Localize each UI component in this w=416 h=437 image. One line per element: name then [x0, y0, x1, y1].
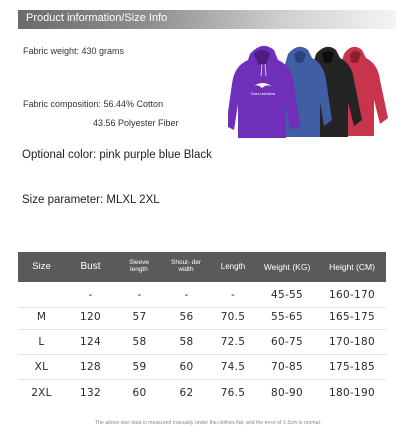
section-title: Product information/Size Info [26, 12, 168, 24]
cell-size: 2XL [31, 386, 52, 399]
cell-size: XL [34, 360, 49, 373]
cell-bust: 132 [80, 386, 101, 399]
section-header [18, 10, 396, 29]
cell-size: L [38, 335, 45, 348]
cell-bust: 124 [80, 335, 101, 348]
cell-weight: 55-65 [270, 310, 303, 323]
cell-weight: 80-90 [270, 386, 303, 399]
cell-bust: 128 [80, 360, 101, 373]
cell-height: 160-170 [329, 288, 375, 301]
cell-weight: 45-55 [270, 288, 303, 301]
cell-sleeve: 59 [132, 360, 147, 373]
table-row [18, 354, 386, 380]
cell-shoulder: 58 [179, 335, 194, 348]
col-header-bust: Bust [80, 260, 101, 272]
cell-bust: - [88, 288, 93, 301]
cell-shoulder: 62 [179, 386, 194, 399]
size-parameter: Size parameter: MLXL 2XL [22, 194, 160, 206]
table-row [18, 329, 386, 355]
cell-length: 72.5 [220, 335, 246, 348]
col-header-length: Length [220, 261, 246, 271]
cell-weight: 60-75 [270, 335, 303, 348]
cell-size: M [36, 310, 47, 323]
cell-sleeve: 60 [132, 386, 147, 399]
col-header-weight: Weight (KG) [263, 261, 311, 272]
cell-shoulder: 56 [179, 310, 194, 323]
col-header-shoulder: Shoul- der width [171, 259, 201, 273]
hoodie-product-image [228, 40, 400, 140]
cell-shoulder: 60 [179, 360, 194, 373]
col-header-height: Height (CM) [329, 261, 375, 272]
fabric-weight: Fabric weight: 430 grams [23, 46, 125, 56]
cell-sleeve: 58 [132, 335, 147, 348]
cell-bust: 120 [80, 310, 101, 323]
col-header-size: Size [32, 261, 51, 273]
cell-height: 180-190 [329, 386, 375, 399]
size-table-header [18, 252, 386, 282]
table-row [18, 380, 386, 405]
cell-sleeve: 57 [132, 310, 147, 323]
cell-height: 175-185 [329, 360, 375, 373]
cell-height: 170-180 [329, 335, 375, 348]
cell-weight: 70-85 [270, 360, 303, 373]
cell-sleeve: - [137, 288, 142, 301]
cell-length: - [230, 288, 236, 301]
table-row [18, 304, 386, 330]
cell-shoulder: - [184, 288, 189, 301]
fabric-composition-2: 43.56 Polyester Fiber [93, 118, 179, 128]
optional-color: Optional color: pink purple blue Black [22, 149, 212, 161]
hoodie-logo-text: Ozara Unbulluine [250, 92, 276, 96]
cell-height: 165-175 [329, 310, 375, 323]
measurement-footnote: The above size data is measured manually under the clothes flat, and the error of 1-3cm is normal. [94, 420, 322, 426]
cell-length: 70.5 [220, 310, 246, 323]
cell-length: 76.5 [220, 386, 246, 399]
cell-length: 74.5 [220, 360, 246, 373]
fabric-composition: Fabric composition: 56.44% Cotton [23, 99, 164, 109]
col-header-sleeve: Sleeve length [129, 259, 149, 273]
